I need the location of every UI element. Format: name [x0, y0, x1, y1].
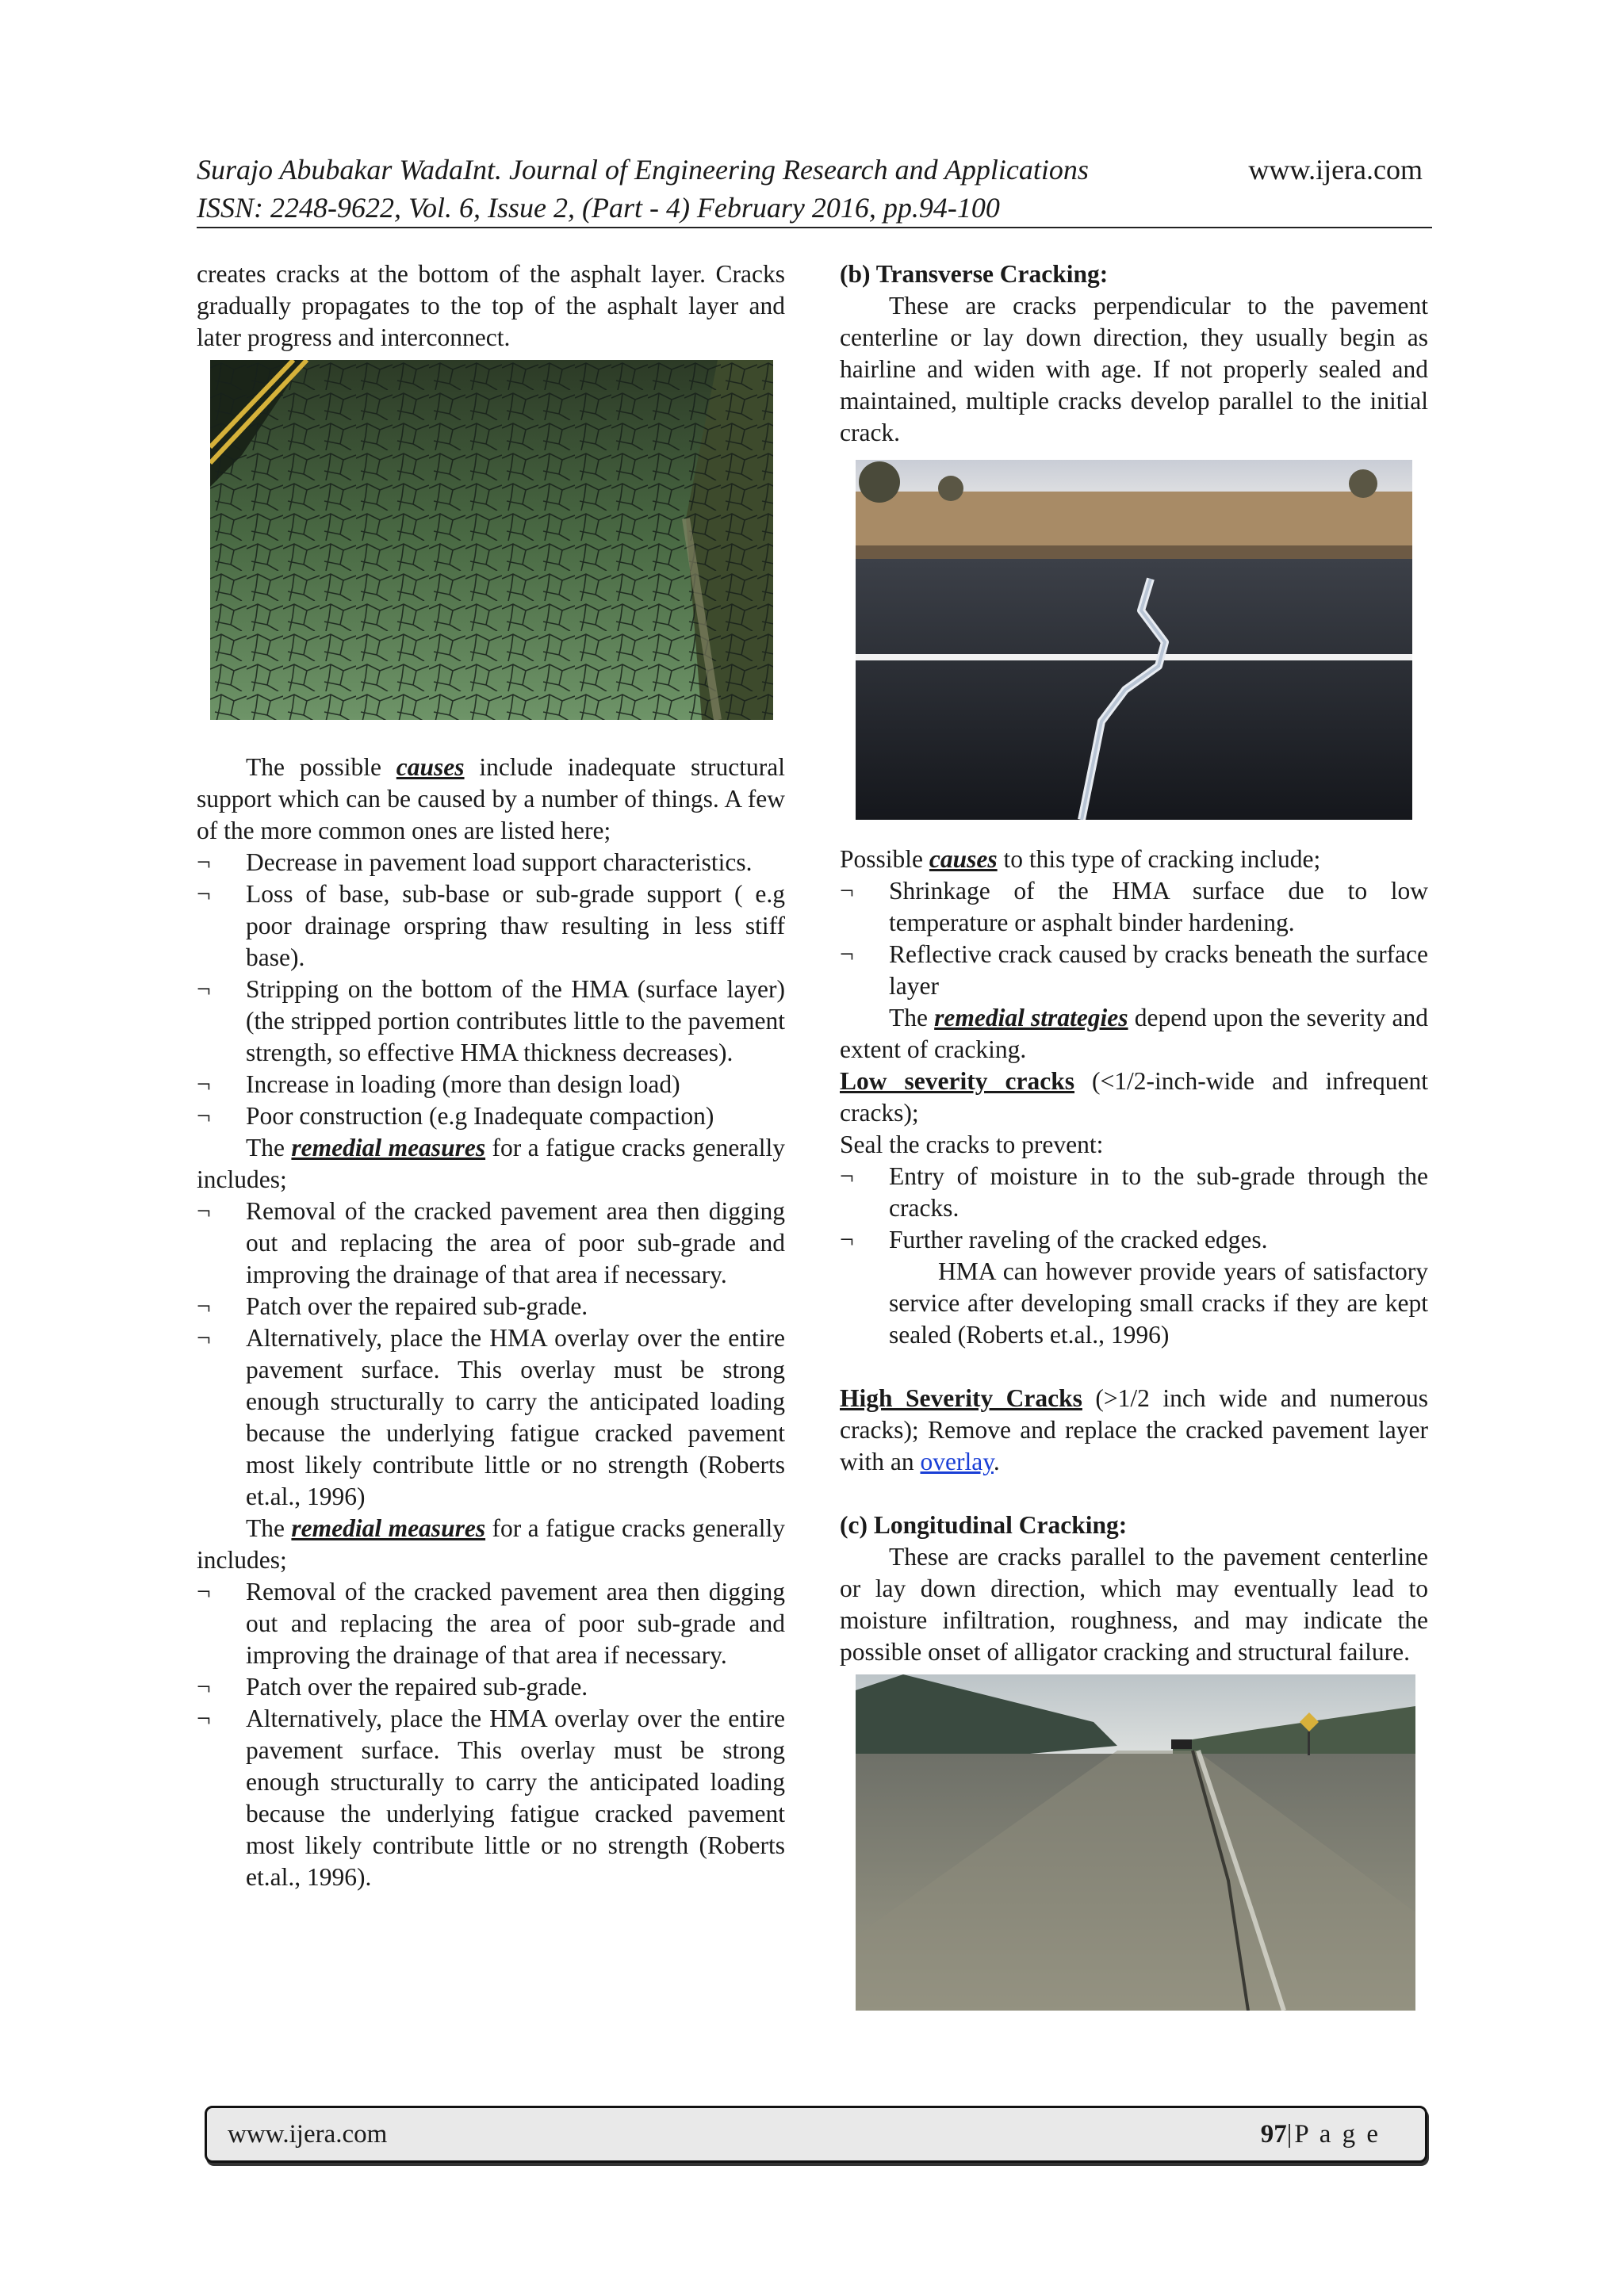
right-causes-list [840, 875, 1428, 1002]
right-causes-paragraph: Possible causes to this type of cracking include; [840, 845, 1321, 873]
alligator-cracking-photo [210, 360, 773, 720]
list-item: ¬ Patch over the repaired sub-grade. [197, 1292, 588, 1320]
remedial-list-repeat [197, 1576, 785, 1893]
list-item: ¬ Decrease in pavement load support characteristics. [197, 848, 753, 876]
running-header [197, 151, 1432, 227]
page-footer [205, 2106, 1427, 2163]
transverse-paragraph: These are cracks perpendicular to the pavement centerline or lay down direction, they usually begin as hairline and widen with age. If not properly sealed and maintained, multiple cracks develop parallel to the initial crack. [840, 292, 1428, 446]
left-column [197, 258, 785, 1893]
intro-paragraph: creates cracks at the bottom of the asphalt layer. Cracks gradually propagates to the top of the asphalt layer and later progress and interconnect. [197, 260, 785, 351]
remedial-strategies-paragraph: The remedial strategies depend upon the severity and extent of cracking. [840, 1004, 1429, 1063]
list-item: ¬ Alternatively, place the HMA overlay over the entire pavement surface. This overlay must be strong enough structurally to carry the anticipated loading because the underlying fatigue cracked pavement most likely contribute little or no strength (Roberts et.al., 1996) [197, 1324, 785, 1510]
overlay-link[interactable]: overlay [920, 1448, 994, 1475]
transverse-cracking-image [856, 460, 1412, 820]
list-item: ¬ Patch over the repaired sub-grade. [197, 1673, 588, 1701]
causes-list [197, 847, 785, 1132]
list-item: ¬ Entry of moisture in to the sub-grade through the cracks. [840, 1162, 1428, 1222]
seal-list [840, 1161, 1428, 1256]
remedial-paragraph: The remedial measures for a fatigue cracks generally includes; [197, 1134, 786, 1193]
longitudinal-cracking-image [856, 1674, 1415, 2011]
transverse-cracking-photo [856, 460, 1412, 820]
header-issn-line: ISSN: 2248-9622, Vol. 6, Issue 2, (Part - 4) February 2016, pp.94-100 [197, 192, 1000, 224]
list-item: ¬ Alternatively, place the HMA overlay over the entire pavement surface. This overlay must be strong enough structurally to carry the anticipated loading because the underlying fatigue cracked pavement most likely contribute little or no strength (Roberts et.al., 1996). [197, 1705, 785, 1891]
seal-paragraph: Seal the cracks to prevent: [840, 1131, 1104, 1158]
header-journal-line: Surajo Abubakar WadaInt. Journal of Engineering Research and Applications [197, 154, 1089, 186]
list-item: ¬ Reflective crack caused by cracks beneath the surface layer [840, 940, 1428, 1000]
list-item: ¬ Shrinkage of the HMA surface due to low temperature or asphalt binder hardening. [840, 877, 1428, 936]
longitudinal-paragraph: These are cracks parallel to the pavement centerline or lay down direction, which may eventually lead to moisture infiltration, roughness, and may indicate the possible onset of alligator cracking and structural failure. [840, 1543, 1428, 1666]
page-number: 97|P a g e [1260, 2120, 1381, 2149]
list-item: ¬ Removal of the cracked pavement area then digging out and replacing the area of poor sub-grade and improving the drainage of that area if necessary. [197, 1197, 785, 1288]
list-item: ¬ Removal of the cracked pavement area then digging out and replacing the area of poor sub-grade and improving the drainage of that area if necessary. [197, 1578, 785, 1669]
section-heading-longitudinal: (c) Longitudinal Cracking: [840, 1511, 1128, 1539]
list-item: ¬ Increase in loading (more than design load) [197, 1070, 680, 1098]
alligator-cracking-image [210, 360, 773, 720]
remedial-list [197, 1196, 785, 1513]
causes-paragraph: The possible causes include inadequate structural support which can be caused by a number of things. A few of the more common ones are listed here; [197, 753, 785, 844]
header-rule [197, 227, 1432, 228]
hma-paragraph: HMA can however provide years of satisfactory service after developing small cracks if they are kept sealed (Roberts et.al., 1996) [889, 1257, 1428, 1349]
list-item: ¬ Further raveling of the cracked edges. [840, 1226, 1268, 1253]
remedial-paragraph-repeat: The remedial measures for a fatigue cracks generally includes; [197, 1514, 786, 1574]
longitudinal-cracking-photo [856, 1674, 1415, 2011]
high-severity-paragraph: High Severity Cracks (>1/2 inch wide and numerous cracks); Remove and replace the cracked pavement layer with an overlay. [840, 1384, 1428, 1475]
right-column [840, 258, 1428, 2011]
header-site: www.ijera.com [1248, 154, 1423, 186]
section-heading-transverse: (b) Transverse Cracking: [840, 260, 1109, 288]
list-item: ¬ Loss of base, sub-base or sub-grade support ( e.g poor drainage orspring thaw resulting in less stiff base). [197, 880, 785, 971]
low-severity-paragraph: Low severity cracks (<1/2-inch-wide and infrequent cracks); [840, 1067, 1428, 1127]
list-item: ¬ Stripping on the bottom of the HMA (surface layer) (the stripped portion contributes little to the pavement strength, so effective HMA thickness decreases). [197, 975, 785, 1066]
footer-site: www.ijera.com [228, 2120, 388, 2149]
list-item: ¬ Poor construction (e.g Inadequate compaction) [197, 1102, 714, 1130]
